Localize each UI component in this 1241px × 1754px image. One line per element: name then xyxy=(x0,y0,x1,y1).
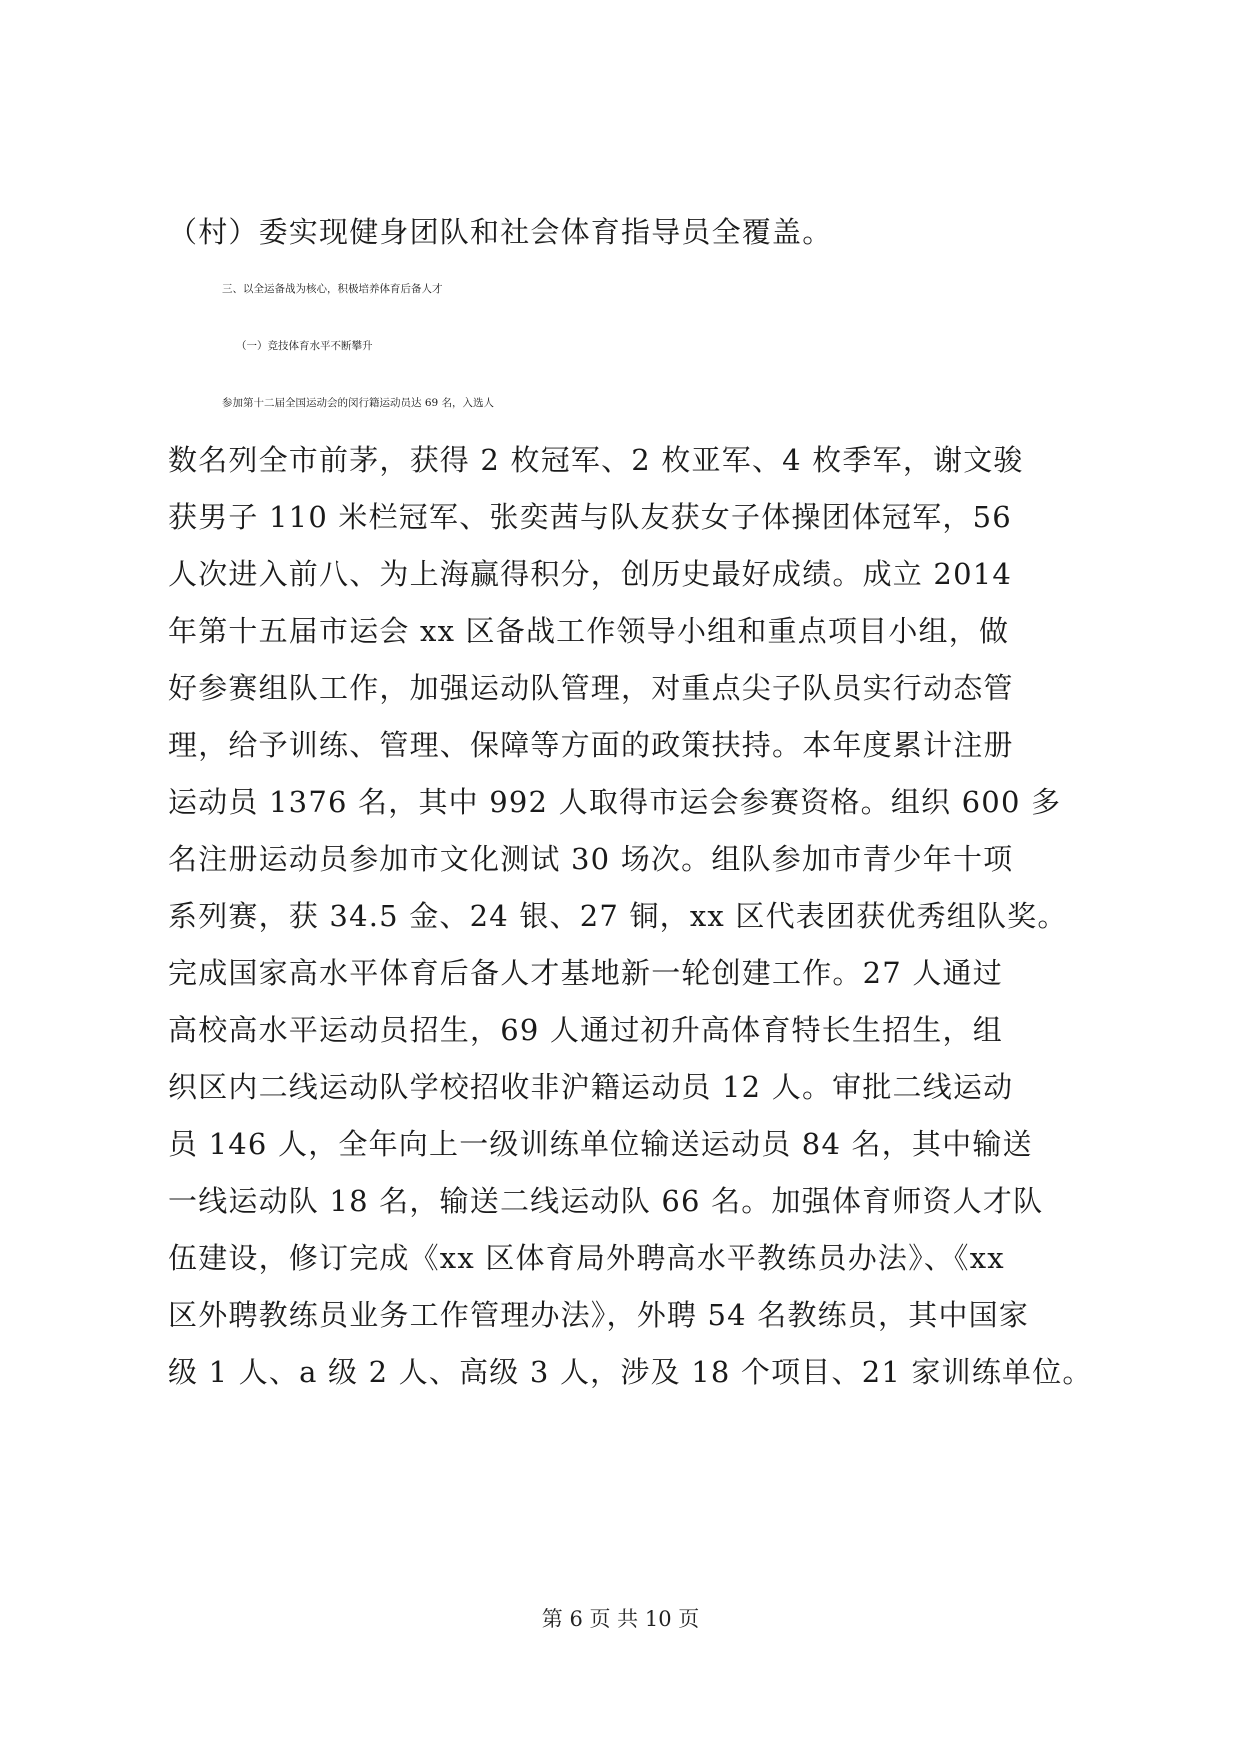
body-text-line: 级 1 人、a 级 2 人、高级 3 人，涉及 18 个项目、21 家训练单位。 xyxy=(168,1355,1093,1389)
section-heading: 三、以全运备战为核心，积极培养体育后备人才 xyxy=(222,283,443,295)
body-text-line: 一线运动队 18 名，输送二线运动队 66 名。加强体育师资人才队 xyxy=(168,1184,1044,1218)
body-text-line: 人次进入前八、为上海赢得积分，创历史最好成绩。成立 2014 xyxy=(168,557,1013,591)
body-text-line: 伍建设，修订完成《xx 区体育局外聘高水平教练员办法》、《xx xyxy=(168,1241,1005,1275)
body-text-line: 数名列全市前茅，获得 2 枚冠军、2 枚亚军、4 枚季军，谢文骏 xyxy=(168,443,1024,477)
body-text-line: 完成国家高水平体育后备人才基地新一轮创建工作。27 人通过 xyxy=(168,956,1003,990)
body-text-line: 理，给予训练、管理、保障等方面的政策扶持。本年度累计注册 xyxy=(168,728,1014,762)
page-number-footer: 第 6 页 共 10 页 xyxy=(541,1607,700,1631)
body-text-line: 运动员 1376 名，其中 992 人取得市运会参赛资格。组织 600 多 xyxy=(168,785,1062,819)
body-text-line: 高校高水平运动员招生，69 人通过初升高体育特长生招生，组 xyxy=(168,1013,1003,1047)
paragraph-first-line: 参加第十二届全国运动会的闵行籍运动员达 69 名，入选人 xyxy=(222,397,495,409)
body-text-line: 员 146 人，全年向上一级训练单位输送运动员 84 名，其中输送 xyxy=(168,1127,1033,1161)
body-text-line: 织区内二线运动队学校招收非沪籍运动员 12 人。审批二线运动 xyxy=(168,1070,1014,1104)
body-text-line: 获男子 110 米栏冠军、张奕茜与队友获女子体操团体冠军，56 xyxy=(168,500,1012,534)
subsection-heading: （一）竞技体育水平不断攀升 xyxy=(236,340,373,352)
body-text-line: 好参赛组队工作，加强运动队管理，对重点尖子队员实行动态管 xyxy=(168,671,1014,705)
body-text-line: 名注册运动员参加市文化测试 30 场次。组队参加市青少年十项 xyxy=(168,842,1014,876)
body-text-line: 区外聘教练员业务工作管理办法》，外聘 54 名教练员，其中国家 xyxy=(168,1298,1030,1332)
body-text-line: 年第十五届市运会 xx 区备战工作领导小组和重点项目小组，做 xyxy=(168,614,1010,648)
body-text-line: 系列赛，获 34.5 金、24 银、27 铜，xx 区代表团获优秀组队奖。 xyxy=(168,899,1068,933)
body-text-line: （村）委实现健身团队和社会体育指导员全覆盖。 xyxy=(168,215,833,249)
